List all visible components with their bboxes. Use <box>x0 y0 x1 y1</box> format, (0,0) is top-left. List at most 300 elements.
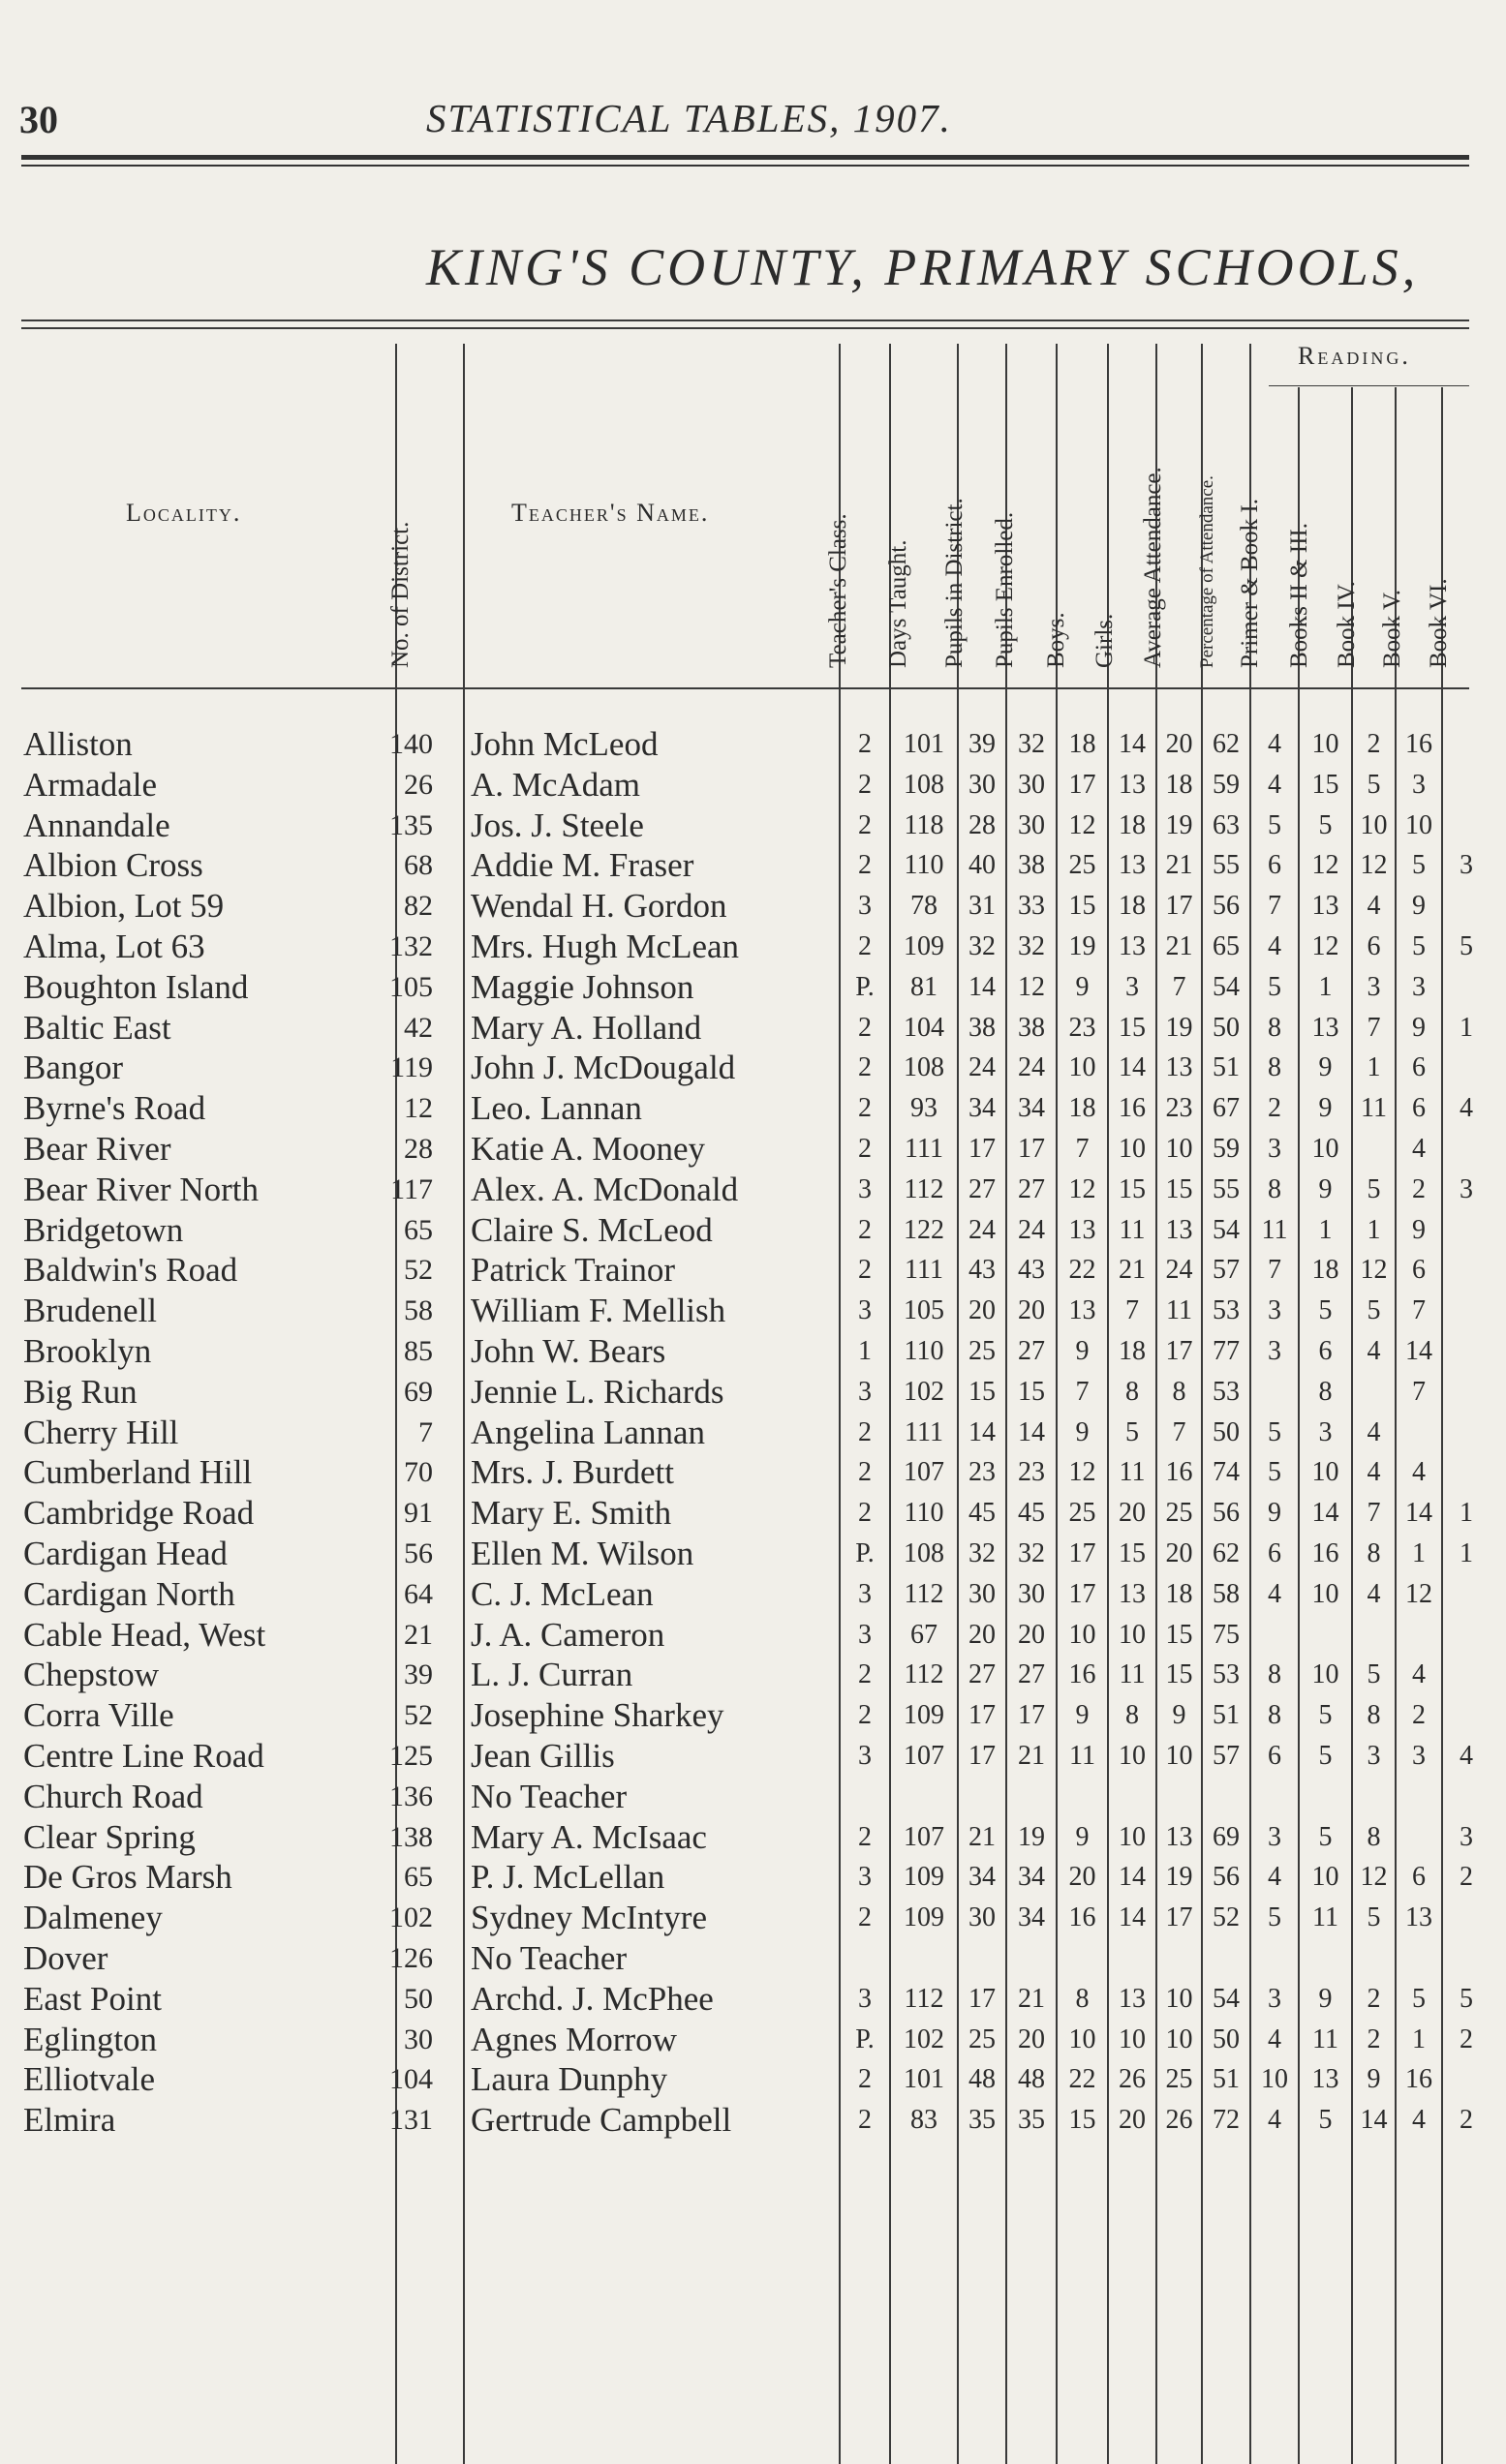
cell-book-5: 3 <box>1412 769 1426 800</box>
cell-pupils-enrolled: 24 <box>1018 1214 1045 1245</box>
cell-pupils-district: 17 <box>968 1700 996 1731</box>
cell-class: 2 <box>858 1134 872 1164</box>
cell-book-6: 1 <box>1460 1012 1473 1043</box>
cell-pupils-enrolled: 14 <box>1018 1416 1045 1447</box>
cell-girls: 18 <box>1119 809 1146 840</box>
cell-pupils-enrolled: 17 <box>1018 1700 1045 1731</box>
cell-class: 2 <box>858 809 872 840</box>
cell-boys: 8 <box>1075 1983 1090 2014</box>
cell-class: 2 <box>858 931 872 961</box>
cell-book-4: 1 <box>1367 1052 1381 1083</box>
cell-book-6: 3 <box>1460 850 1473 881</box>
cell-district: 85 <box>404 1335 433 1367</box>
cell-average: 11 <box>1166 1295 1192 1326</box>
cell-district: 52 <box>404 1254 433 1287</box>
cell-primer: 10 <box>1261 2064 1288 2095</box>
cell-pupils-district: 20 <box>968 1295 996 1326</box>
cell-pupils-enrolled: 30 <box>1018 769 1045 800</box>
cell-girls: 20 <box>1119 2105 1146 2136</box>
header-average-attendance: Average Attendance. <box>1140 467 1166 668</box>
cell-pupils-district: 30 <box>968 1902 996 1933</box>
cell-girls: 11 <box>1119 1214 1146 1245</box>
cell-district: 64 <box>404 1577 433 1610</box>
cell-girls: 10 <box>1119 1821 1146 1852</box>
cell-pupils-district: 14 <box>968 1416 996 1447</box>
cell-book-4: 8 <box>1367 1700 1381 1731</box>
cell-class: 2 <box>858 2105 872 2136</box>
cell-girls: 13 <box>1119 1983 1146 2014</box>
cell-percentage: 57 <box>1213 1255 1240 1286</box>
cell-boys: 7 <box>1075 1134 1090 1164</box>
cell-days: 83 <box>910 2105 937 2136</box>
cell-book-5: 16 <box>1405 729 1432 759</box>
table-row <box>0 1008 1506 1049</box>
cell-boys: 17 <box>1068 1578 1096 1609</box>
cell-locality: Cardigan North <box>23 1574 235 1613</box>
cell-boys: 15 <box>1068 891 1096 922</box>
cell-district: 132 <box>389 930 433 962</box>
cell-book-4: 5 <box>1367 1659 1381 1690</box>
cell-average: 10 <box>1165 1134 1193 1164</box>
cell-locality: Cumberland Hill <box>23 1453 253 1492</box>
cell-percentage: 69 <box>1213 1821 1240 1852</box>
cell-percentage: 63 <box>1213 809 1240 840</box>
cell-book-4: 8 <box>1367 1538 1381 1568</box>
cell-percentage: 74 <box>1213 1457 1240 1488</box>
cell-book-4: 6 <box>1367 931 1381 961</box>
cell-percentage: 53 <box>1213 1376 1240 1407</box>
cell-book-6: 3 <box>1460 1173 1473 1204</box>
cell-primer: 6 <box>1268 850 1281 881</box>
header-boys: Boys. <box>1043 612 1069 668</box>
cell-book-5: 14 <box>1405 1498 1432 1529</box>
cell-primer: 4 <box>1268 769 1281 800</box>
cell-girls: 15 <box>1119 1538 1146 1568</box>
cell-book-5: 9 <box>1412 1214 1426 1245</box>
table-top-rule-2 <box>21 327 1469 329</box>
cell-average: 17 <box>1165 1902 1193 1933</box>
table-row <box>0 1331 1506 1372</box>
cell-primer: 4 <box>1268 1578 1281 1609</box>
cell-book-5: 6 <box>1412 1255 1426 1286</box>
cell-percentage: 77 <box>1213 1336 1240 1366</box>
cell-average: 19 <box>1165 1862 1193 1893</box>
cell-percentage: 55 <box>1213 1173 1240 1204</box>
cell-primer: 2 <box>1268 1093 1281 1124</box>
cell-district: 135 <box>389 808 433 841</box>
cell-girls: 13 <box>1119 931 1146 961</box>
cell-girls: 11 <box>1119 1457 1146 1488</box>
cell-percentage: 53 <box>1213 1659 1240 1690</box>
cell-primer: 11 <box>1261 1214 1288 1245</box>
cell-class: 2 <box>858 1902 872 1933</box>
cell-teacher: Addie M. Fraser <box>471 846 694 885</box>
cell-district: 104 <box>389 2063 433 2096</box>
cell-teacher: Gertrude Campbell <box>471 2101 732 2140</box>
cell-teacher: No Teacher <box>471 1777 628 1815</box>
cell-pupils-district: 34 <box>968 1862 996 1893</box>
cell-average: 18 <box>1165 1578 1193 1609</box>
cell-days: 111 <box>905 1134 943 1164</box>
cell-average: 15 <box>1165 1619 1193 1650</box>
cell-book-4: 7 <box>1367 1012 1381 1043</box>
cell-pupils-district: 40 <box>968 850 996 881</box>
cell-primer: 4 <box>1268 2105 1281 2136</box>
cell-pupils-district: 31 <box>968 891 996 922</box>
table-row <box>0 1857 1506 1898</box>
cell-primer: 5 <box>1268 971 1281 1002</box>
cell-percentage: 62 <box>1213 1538 1240 1568</box>
cell-district: 125 <box>389 1740 433 1772</box>
cell-average: 15 <box>1165 1173 1193 1204</box>
cell-teacher: Maggie Johnson <box>471 967 694 1006</box>
cell-class: 2 <box>858 1659 872 1690</box>
cell-days: 93 <box>910 1093 937 1124</box>
cell-pupils-enrolled: 27 <box>1018 1173 1045 1204</box>
cell-locality: Alma, Lot 63 <box>23 928 205 965</box>
cell-book-5: 7 <box>1412 1376 1426 1407</box>
header-reading: Reading. <box>1298 342 1411 370</box>
cell-teacher: Claire S. McLeod <box>471 1210 713 1249</box>
cell-primer: 4 <box>1268 1862 1281 1893</box>
cell-book-4: 5 <box>1367 1902 1381 1933</box>
cell-books-2-3: 16 <box>1311 1538 1339 1568</box>
header-pupils-district: Pupils in District. <box>941 498 968 668</box>
cell-district: 26 <box>404 768 433 801</box>
cell-pupils-district: 30 <box>968 1578 996 1609</box>
cell-books-2-3: 10 <box>1311 729 1339 759</box>
cell-girls: 10 <box>1119 1619 1146 1650</box>
cell-book-5: 4 <box>1412 1457 1426 1488</box>
cell-book-4: 2 <box>1367 2023 1381 2054</box>
cell-locality: Alliston <box>23 725 133 763</box>
cell-book-4: 4 <box>1367 1416 1381 1447</box>
cell-boys: 15 <box>1068 2105 1096 2136</box>
cell-pupils-enrolled: 15 <box>1018 1376 1045 1407</box>
cell-pupils-district: 25 <box>968 2023 996 2054</box>
header-book-5: Book V. <box>1379 589 1405 668</box>
table-top-rule <box>21 319 1469 321</box>
cell-days: 112 <box>904 1173 944 1204</box>
cell-book-4: 2 <box>1367 729 1381 759</box>
cell-girls: 15 <box>1119 1012 1146 1043</box>
cell-teacher: Katie A. Mooney <box>471 1130 706 1168</box>
cell-book-5: 1 <box>1412 2023 1426 2054</box>
cell-pupils-enrolled: 32 <box>1018 931 1045 961</box>
cell-days: 109 <box>904 931 944 961</box>
cell-girls: 21 <box>1119 1255 1146 1286</box>
cell-boys: 10 <box>1068 1052 1096 1083</box>
cell-girls: 8 <box>1125 1376 1139 1407</box>
cell-average: 17 <box>1165 1336 1193 1366</box>
cell-pupils-enrolled: 32 <box>1018 729 1045 759</box>
cell-locality: Clear Spring <box>23 1817 196 1856</box>
cell-book-5: 1 <box>1412 1538 1426 1568</box>
cell-girls: 11 <box>1119 1659 1146 1690</box>
cell-primer: 9 <box>1268 1498 1281 1529</box>
cell-pupils-enrolled: 34 <box>1018 1902 1045 1933</box>
cell-book-4: 1 <box>1367 1214 1381 1245</box>
cell-percentage: 59 <box>1213 769 1240 800</box>
cell-percentage: 53 <box>1213 1295 1240 1326</box>
cell-pupils-enrolled: 21 <box>1018 1741 1045 1771</box>
cell-pupils-enrolled: 35 <box>1018 2105 1045 2136</box>
cell-girls: 14 <box>1119 1052 1146 1083</box>
table-row <box>0 1574 1506 1615</box>
cell-pupils-enrolled: 43 <box>1018 1255 1045 1286</box>
cell-book-4: 3 <box>1367 971 1381 1002</box>
cell-teacher: P. J. McLellan <box>471 1858 665 1897</box>
cell-books-2-3: 12 <box>1311 931 1339 961</box>
cell-locality: Bridgetown <box>23 1210 184 1249</box>
cell-books-2-3: 13 <box>1311 891 1339 922</box>
table-row <box>0 2020 1506 2060</box>
cell-book-5: 14 <box>1405 1336 1432 1366</box>
header-district: No. of District. <box>387 521 414 668</box>
cell-class: 2 <box>858 1700 872 1731</box>
table-row <box>0 1250 1506 1291</box>
cell-average: 20 <box>1165 1538 1193 1568</box>
cell-boys: 13 <box>1068 1214 1096 1245</box>
cell-girls: 26 <box>1119 2064 1146 2095</box>
cell-girls: 8 <box>1125 1700 1139 1731</box>
cell-book-5: 6 <box>1412 1093 1426 1124</box>
cell-girls: 13 <box>1119 1578 1146 1609</box>
cell-teacher: Jean Gillis <box>471 1737 615 1775</box>
cell-books-2-3: 13 <box>1311 2064 1339 2095</box>
cell-average: 25 <box>1165 2064 1193 2095</box>
cell-book-4: 5 <box>1367 1295 1381 1326</box>
cell-pupils-district: 39 <box>968 729 996 759</box>
cell-book-4: 11 <box>1361 1093 1387 1124</box>
cell-days: 109 <box>904 1902 944 1933</box>
cell-book-6: 1 <box>1460 1538 1473 1568</box>
cell-books-2-3: 14 <box>1311 1498 1339 1529</box>
header-percentage: Percentage of Attendance. <box>1197 475 1217 668</box>
cell-district: 12 <box>404 1092 433 1125</box>
cell-average: 15 <box>1165 1659 1193 1690</box>
cell-class: 3 <box>858 1619 872 1650</box>
cell-book-4: 4 <box>1367 1457 1381 1488</box>
cell-books-2-3: 5 <box>1318 809 1333 840</box>
cell-books-2-3: 9 <box>1318 1052 1333 1083</box>
cell-teacher: Sydney McIntyre <box>471 1899 707 1937</box>
cell-pupils-enrolled: 12 <box>1018 971 1045 1002</box>
cell-class: 3 <box>858 1741 872 1771</box>
cell-pupils-district: 21 <box>968 1821 996 1852</box>
cell-average: 10 <box>1165 1983 1193 2014</box>
reading-subheader-rule <box>1269 385 1469 386</box>
cell-class: 3 <box>858 1173 872 1204</box>
table-row <box>0 845 1506 886</box>
table-row <box>0 927 1506 967</box>
cell-average: 13 <box>1165 1052 1193 1083</box>
cell-pupils-district: 45 <box>968 1498 996 1529</box>
cell-teacher: A. McAdam <box>471 765 640 804</box>
cell-locality: Cardigan Head <box>23 1535 228 1572</box>
cell-district: 28 <box>404 1133 433 1165</box>
cell-girls: 18 <box>1119 891 1146 922</box>
cell-book-4: 2 <box>1367 1983 1381 2014</box>
cell-days: 102 <box>904 1376 944 1407</box>
cell-days: 102 <box>904 2023 944 2054</box>
cell-pupils-district: 28 <box>968 809 996 840</box>
cell-book-4: 4 <box>1367 891 1381 922</box>
table-row <box>0 886 1506 927</box>
cell-pupils-district: 20 <box>968 1619 996 1650</box>
cell-teacher: Leo. Lannan <box>471 1089 642 1128</box>
cell-book-4: 4 <box>1367 1336 1381 1366</box>
cell-books-2-3: 10 <box>1311 1659 1339 1690</box>
cell-pupils-enrolled: 21 <box>1018 1983 1045 2014</box>
cell-district: 105 <box>389 970 433 1003</box>
cell-teacher: William F. Mellish <box>471 1292 726 1330</box>
cell-primer: 5 <box>1268 809 1281 840</box>
cell-teacher: Angelina Lannan <box>471 1413 705 1451</box>
cell-teacher: Mrs. J. Burdett <box>471 1453 674 1492</box>
cell-district: 126 <box>389 1942 433 1974</box>
cell-days: 108 <box>904 769 944 800</box>
cell-teacher: Mary E. Smith <box>471 1494 672 1533</box>
cell-books-2-3: 10 <box>1311 1578 1339 1609</box>
cell-girls: 13 <box>1119 850 1146 881</box>
cell-primer: 4 <box>1268 729 1281 759</box>
table-row <box>0 1372 1506 1413</box>
cell-class: P. <box>855 971 875 1002</box>
cell-teacher: Jos. J. Steele <box>471 806 644 844</box>
cell-average: 24 <box>1165 1255 1193 1286</box>
cell-district: 68 <box>404 849 433 882</box>
cell-book-5: 10 <box>1405 809 1432 840</box>
cell-pupils-enrolled: 23 <box>1018 1457 1045 1488</box>
cell-percentage: 56 <box>1213 1498 1240 1529</box>
table-head-bottom-rule <box>21 687 1469 689</box>
cell-primer: 7 <box>1268 891 1281 922</box>
cell-girls: 5 <box>1125 1416 1139 1447</box>
cell-district: 138 <box>389 1820 433 1853</box>
cell-primer: 6 <box>1268 1538 1281 1568</box>
cell-book-4: 5 <box>1367 1173 1381 1204</box>
cell-book-4: 4 <box>1367 1578 1381 1609</box>
cell-percentage: 55 <box>1213 850 1240 881</box>
cell-teacher: Josephine Sharkey <box>471 1696 724 1735</box>
cell-book-5: 4 <box>1412 2105 1426 2136</box>
cell-days: 112 <box>904 1659 944 1690</box>
cell-average: 26 <box>1165 2105 1193 2136</box>
cell-books-2-3: 5 <box>1318 2105 1333 2136</box>
cell-pupils-district: 32 <box>968 931 996 961</box>
cell-pupils-enrolled: 20 <box>1018 2023 1045 2054</box>
cell-pupils-district: 14 <box>968 971 996 1002</box>
cell-book-5: 3 <box>1412 971 1426 1002</box>
table-row <box>0 724 1506 765</box>
table-row <box>0 1938 1506 1979</box>
cell-percentage: 75 <box>1213 1619 1240 1650</box>
cell-book-6: 2 <box>1460 1862 1473 1893</box>
cell-boys: 7 <box>1075 1376 1090 1407</box>
running-head: STATISTICAL TABLES, 1907. <box>426 96 952 140</box>
cell-teacher: John W. Bears <box>471 1332 666 1370</box>
cell-days: 118 <box>904 809 944 840</box>
cell-book-4: 14 <box>1360 2105 1388 2136</box>
cell-average: 20 <box>1165 729 1193 759</box>
cell-district: 7 <box>418 1415 433 1448</box>
cell-class: 2 <box>858 850 872 881</box>
cell-days: 101 <box>904 2064 944 2095</box>
cell-pupils-enrolled: 24 <box>1018 1052 1045 1083</box>
cell-percentage: 50 <box>1213 2023 1240 2054</box>
cell-teacher: C. J. McLean <box>471 1574 654 1613</box>
cell-pupils-district: 38 <box>968 1012 996 1043</box>
cell-books-2-3: 5 <box>1318 1700 1333 1731</box>
cell-district: 65 <box>404 1861 433 1894</box>
table-row <box>0 2100 1506 2141</box>
cell-books-2-3: 11 <box>1312 1902 1338 1933</box>
cell-boys: 25 <box>1068 1498 1096 1529</box>
cell-days: 67 <box>910 1619 937 1650</box>
cell-boys: 12 <box>1068 1457 1096 1488</box>
cell-boys: 12 <box>1068 1173 1096 1204</box>
cell-girls: 3 <box>1125 971 1139 1002</box>
cell-books-2-3: 5 <box>1318 1741 1333 1771</box>
cell-class: 2 <box>858 2064 872 2095</box>
cell-days: 107 <box>904 1741 944 1771</box>
table-row <box>0 1817 1506 1858</box>
cell-book-5: 4 <box>1412 1659 1426 1690</box>
cell-book-5: 6 <box>1412 1862 1426 1893</box>
cell-boys: 23 <box>1068 1012 1096 1043</box>
cell-percentage: 62 <box>1213 729 1240 759</box>
cell-class: 2 <box>858 1498 872 1529</box>
cell-books-2-3: 12 <box>1311 850 1339 881</box>
cell-locality: Albion Cross <box>23 846 203 885</box>
cell-primer: 8 <box>1268 1052 1281 1083</box>
cell-pupils-district: 25 <box>968 1336 996 1366</box>
cell-locality: Boughton Island <box>23 967 249 1006</box>
table-row <box>0 2059 1506 2100</box>
cell-primer: 8 <box>1268 1173 1281 1204</box>
cell-pupils-district: 32 <box>968 1538 996 1568</box>
cell-primer: 4 <box>1268 2023 1281 2054</box>
cell-locality: Armadale <box>23 765 157 804</box>
cell-locality: Brudenell <box>23 1292 158 1330</box>
cell-class: P. <box>855 1538 875 1568</box>
cell-district: 65 <box>404 1213 433 1246</box>
cell-locality: Centre Line Road <box>23 1737 264 1775</box>
cell-percentage: 54 <box>1213 1214 1240 1245</box>
cell-book-4: 12 <box>1360 1862 1388 1893</box>
cell-girls: 18 <box>1119 1336 1146 1366</box>
cell-books-2-3: 13 <box>1311 1012 1339 1043</box>
cell-primer: 5 <box>1268 1457 1281 1488</box>
cell-book-4: 8 <box>1367 1821 1381 1852</box>
cell-class: 3 <box>858 1983 872 2014</box>
cell-days: 111 <box>905 1416 943 1447</box>
cell-book-5: 6 <box>1412 1052 1426 1083</box>
cell-district: 39 <box>404 1658 433 1691</box>
cell-pupils-district: 35 <box>968 2105 996 2136</box>
cell-percentage: 59 <box>1213 1134 1240 1164</box>
cell-percentage: 51 <box>1213 1700 1240 1731</box>
cell-book-4: 3 <box>1367 1741 1381 1771</box>
cell-books-2-3: 1 <box>1318 1214 1333 1245</box>
cell-class: 2 <box>858 1012 872 1043</box>
cell-boys: 20 <box>1068 1862 1096 1893</box>
cell-book-5: 3 <box>1412 1741 1426 1771</box>
cell-class: 2 <box>858 1416 872 1447</box>
cell-book-5: 13 <box>1405 1902 1432 1933</box>
cell-teacher: Archd. J. McPhee <box>471 1979 714 2018</box>
